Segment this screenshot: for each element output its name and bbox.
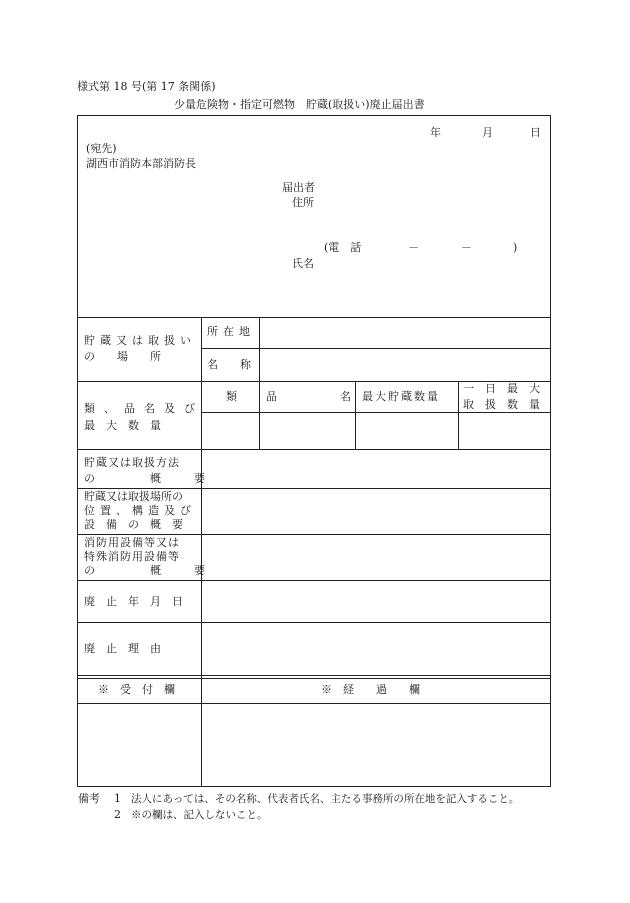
date-year: 年 bbox=[430, 126, 441, 139]
category-label-line2: 最 大 数 量 bbox=[84, 419, 161, 432]
document-title: 少量危険物・指定可燃物 貯蔵(取扱い)廃止届出書 bbox=[174, 98, 425, 111]
col-daily-line1: 一 日 最 大 bbox=[463, 382, 540, 395]
applicant-label: 届出者 bbox=[282, 181, 315, 194]
notes-label: 備考 bbox=[78, 792, 100, 805]
col-item-b: 名 bbox=[340, 390, 351, 403]
note-2-text: ※の欄は、記入しないこと。 bbox=[131, 809, 268, 821]
location-address-label: 所在地 bbox=[207, 325, 255, 338]
col-daily-line2: 取 扱 数 量 bbox=[463, 398, 540, 411]
phone-dash-1: － bbox=[408, 241, 419, 254]
method-line2: の 概 要 bbox=[84, 472, 205, 485]
note-1-text: 法人にあっては、その名称、代表者氏名、主たる事務所の所在地を記入すること。 bbox=[131, 793, 520, 805]
fire-equipment-line2: 特殊消防用設備等 bbox=[84, 550, 180, 563]
reception-column-header: ※ 受 付 欄 bbox=[98, 683, 175, 696]
name-label: 氏名 bbox=[292, 257, 314, 270]
col-max: 最大貯蔵数量 bbox=[362, 390, 440, 403]
col-type: 類 bbox=[226, 390, 237, 403]
phone-close: ) bbox=[513, 241, 518, 254]
location-label-line1: 貯蔵又は取扱い bbox=[84, 334, 196, 347]
phone-open: (電 話 bbox=[324, 241, 362, 254]
location-label-line2: の 場 所 bbox=[84, 350, 161, 363]
phone-dash-2: － bbox=[461, 241, 472, 254]
fire-equipment-line1: 消防用設備等又は bbox=[84, 536, 180, 549]
facility-line2: 位置、構造及び bbox=[84, 504, 196, 517]
method-line1: 貯蔵又は取扱方法 bbox=[84, 456, 180, 469]
note-2-number: 2 bbox=[114, 808, 121, 821]
progress-column-header: ※ 経 過 欄 bbox=[321, 683, 420, 696]
location-name-label: 名 称 bbox=[207, 358, 251, 371]
facility-line3: 設 備 の 概 要 bbox=[84, 518, 183, 531]
addressee-name: 湖西市消防本部消防長 bbox=[86, 157, 196, 170]
col-item-a: 品 bbox=[266, 390, 277, 403]
abolition-date-label: 廃 止 年 月 日 bbox=[84, 595, 183, 608]
note-1-number: 1 bbox=[114, 792, 121, 805]
date-day: 日 bbox=[530, 126, 541, 139]
facility-line1: 貯蔵又は取扱場所の bbox=[84, 490, 183, 503]
date-month: 月 bbox=[482, 126, 493, 139]
reason-label: 廃 止 理 由 bbox=[84, 642, 161, 655]
form-table bbox=[77, 115, 551, 787]
category-label-line1: 類、品名及び bbox=[84, 402, 204, 415]
fire-equipment-line3: の 概 要 bbox=[84, 564, 205, 577]
address-label: 住所 bbox=[292, 196, 314, 209]
addressee-prefix: (宛先) bbox=[86, 142, 117, 155]
form-number: 様式第 18 号(第 17 条関係) bbox=[77, 80, 216, 93]
